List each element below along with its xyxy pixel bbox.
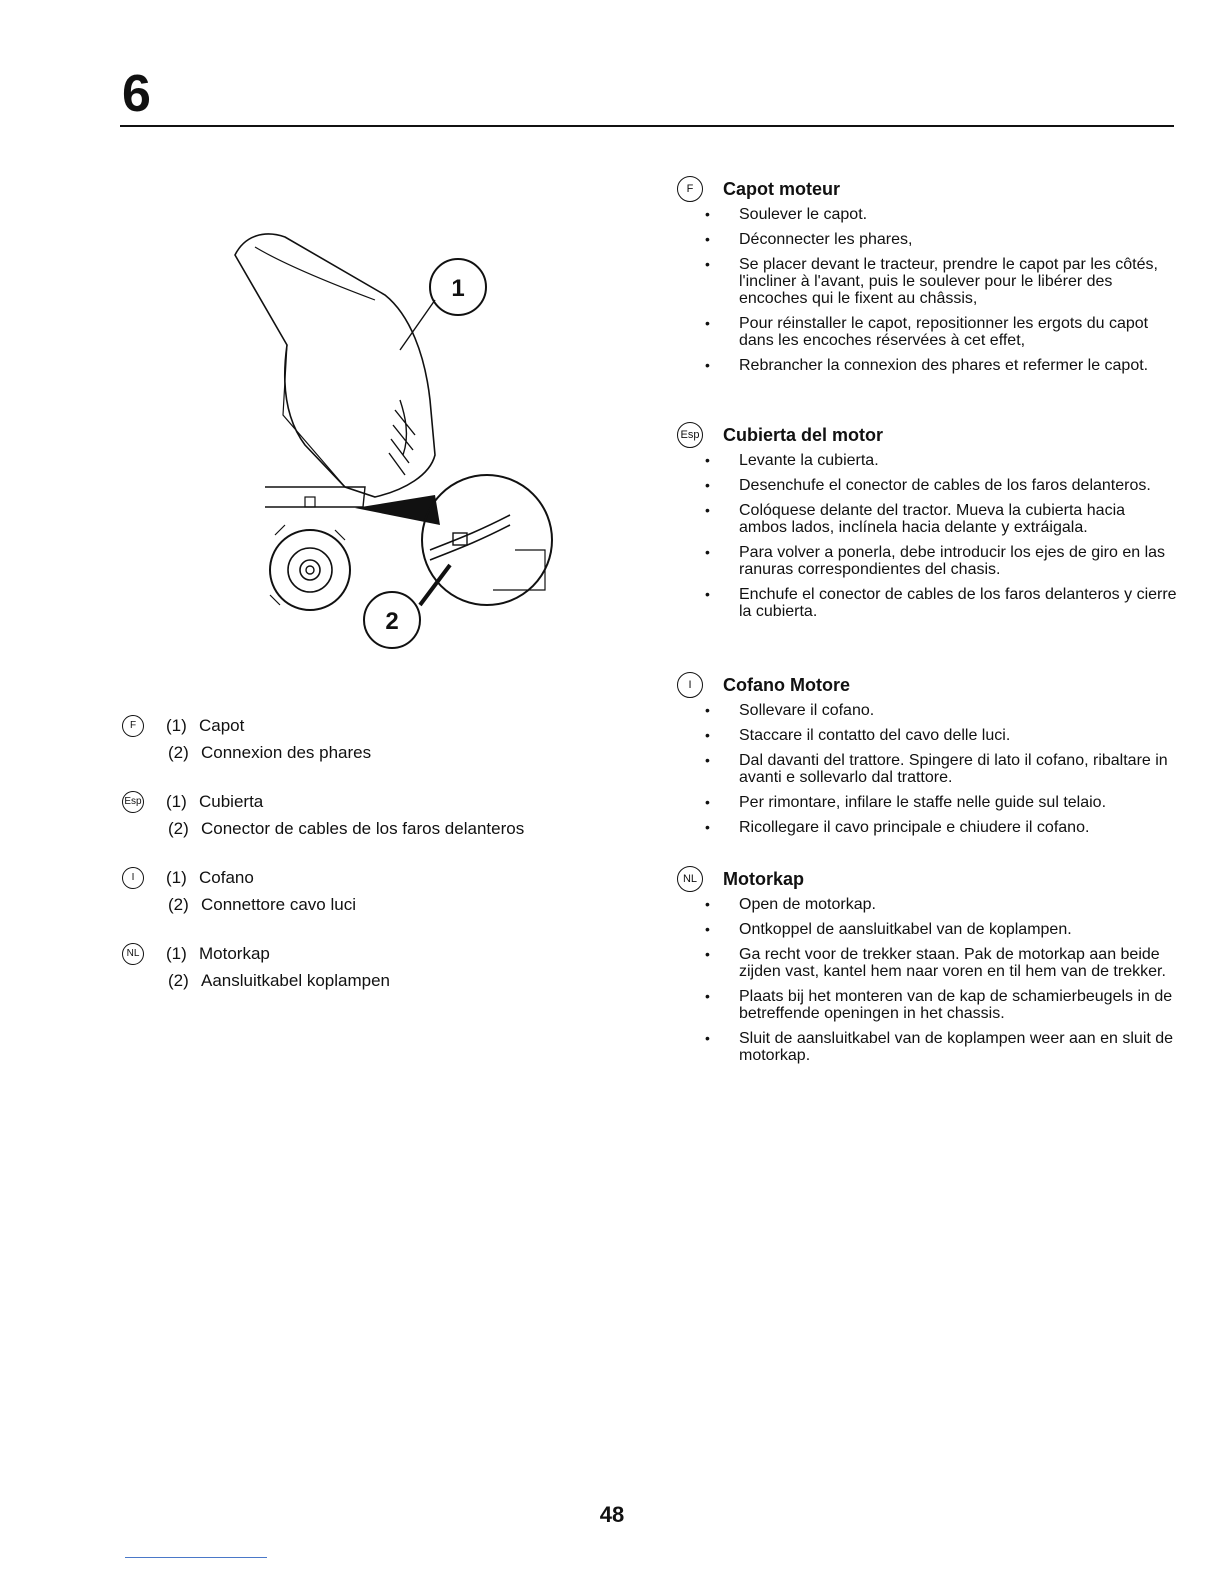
zoom-cone xyxy=(355,495,440,525)
section-title: Capot moteur xyxy=(723,178,840,199)
legend-dutch: NL (1) Motorkap (2) Aansluitkabel koplampen xyxy=(122,940,642,994)
legend-item: Cofano xyxy=(199,868,254,887)
list-item: • Ricollegare il cavo principale e chiudere il cofano. xyxy=(677,819,1177,836)
section-title: Cofano Motore xyxy=(723,674,850,695)
list-item: • Enchufe el conector de cables de los faros delanteros y cierre la cubierta. xyxy=(677,586,1177,620)
list-item: • Staccare il contatto del cavo delle luci. xyxy=(677,727,1177,744)
lang-badge-nl: NL xyxy=(677,866,703,892)
callout-2-label: 2 xyxy=(385,608,399,635)
page-number: 48 xyxy=(599,1502,625,1527)
list-item: • Rebrancher la connexion des phares et refermer le capot. xyxy=(677,357,1177,374)
list-item: • Colóquese delante del tractor. Mueva la cubierta hacia ambos lados, inclínela hacia delante y extráigala. xyxy=(677,502,1177,536)
legend-item: Motorkap xyxy=(199,944,270,963)
list-item: • Desenchufe el conector de cables de los faros delanteros. xyxy=(677,477,1177,494)
legend-italian: I (1) Cofano (2) Connettore cavo luci xyxy=(122,864,642,918)
legend-spanish: Esp (1) Cubierta (2) Conector de cables de los faros delanteros xyxy=(122,788,642,842)
figure-legend xyxy=(122,712,642,1016)
legend-french: F (1) Capot (2) Connexion des phares xyxy=(122,712,642,766)
legend-item: Cubierta xyxy=(199,792,264,811)
chapter-number: 6 xyxy=(122,65,151,123)
list-item: • Dal davanti del trattore. Spingere di lato il cofano, ribaltare in avanti e sollevarlo dal trattore. xyxy=(677,752,1177,786)
lang-badge-i: I xyxy=(677,672,703,698)
header-rule xyxy=(120,125,1174,127)
section-title: Cubierta del motor xyxy=(723,424,884,445)
list-item: • Se placer devant le tracteur, prendre le capot par les côtés, l'incliner à l'avant, puis le soulever pour le libérer des encoches qui le fixent au châssis, xyxy=(677,256,1177,307)
list-item: • Plaats bij het monteren van de kap de schamierbeugels in de betreffende openingen in het chassis. xyxy=(677,988,1177,1022)
list-item: • Sluit de aansluitkabel van de koplampen weer aan en sluit de motorkap. xyxy=(677,1030,1177,1064)
section-title: Motorkap xyxy=(723,868,804,889)
list-item: • Per rimontare, infilare le staffe nelle guide sul telaio. xyxy=(677,794,1177,811)
list-item: • Ontkoppel de aansluitkabel van de koplampen. xyxy=(677,921,1177,938)
lang-badge-f: F xyxy=(122,715,144,737)
hood-illustration xyxy=(225,225,565,655)
hood-grille xyxy=(389,400,415,475)
detail-cable xyxy=(430,515,510,560)
section-dutch xyxy=(677,866,1177,1072)
lang-badge-nl: NL xyxy=(122,943,144,965)
callout-1-label: 1 xyxy=(451,275,465,302)
lang-badge-f: F xyxy=(677,176,703,202)
detail-circle xyxy=(422,475,552,605)
section-french xyxy=(677,176,1177,382)
list-item: • Levante la cubierta. xyxy=(677,452,1177,469)
list-item: • Para volver a ponerla, debe introducir los ejes de giro en las ranuras correspondientes del chasis. xyxy=(677,544,1177,578)
section-italian xyxy=(677,672,1177,844)
section-spanish xyxy=(677,422,1177,628)
wheel-inner xyxy=(288,548,332,592)
list-item: • Soulever le capot. xyxy=(677,206,1177,223)
lang-badge-i: I xyxy=(122,867,144,889)
legend-item: Capot xyxy=(199,716,245,735)
legend-item: Connexion des phares xyxy=(201,743,372,762)
bottom-underline xyxy=(125,1557,267,1558)
legend-item: Connettore cavo luci xyxy=(201,895,356,914)
list-item: • Ga recht voor de trekker staan. Pak de motorkap aan beide zijden vast, kantel hem naar voren en til hem van de trekker. xyxy=(677,946,1177,980)
legend-item: Aansluitkabel koplampen xyxy=(201,971,391,990)
list-item: • Pour réinstaller le capot, repositionner les ergots du capot dans les encoches réservées à cet effet, xyxy=(677,315,1177,349)
wheel-outer xyxy=(270,530,350,610)
hood-side-line xyxy=(283,345,345,487)
lang-badge-esp: Esp xyxy=(677,422,703,448)
legend-item: Conector de cables de los faros delanteros xyxy=(201,819,525,838)
lang-badge-esp: Esp xyxy=(122,791,144,813)
list-item: • Open de motorkap. xyxy=(677,896,1177,913)
list-item: • Déconnecter les phares, xyxy=(677,231,1177,248)
list-item: • Sollevare il cofano. xyxy=(677,702,1177,719)
callout-arrow-2 xyxy=(420,565,450,605)
